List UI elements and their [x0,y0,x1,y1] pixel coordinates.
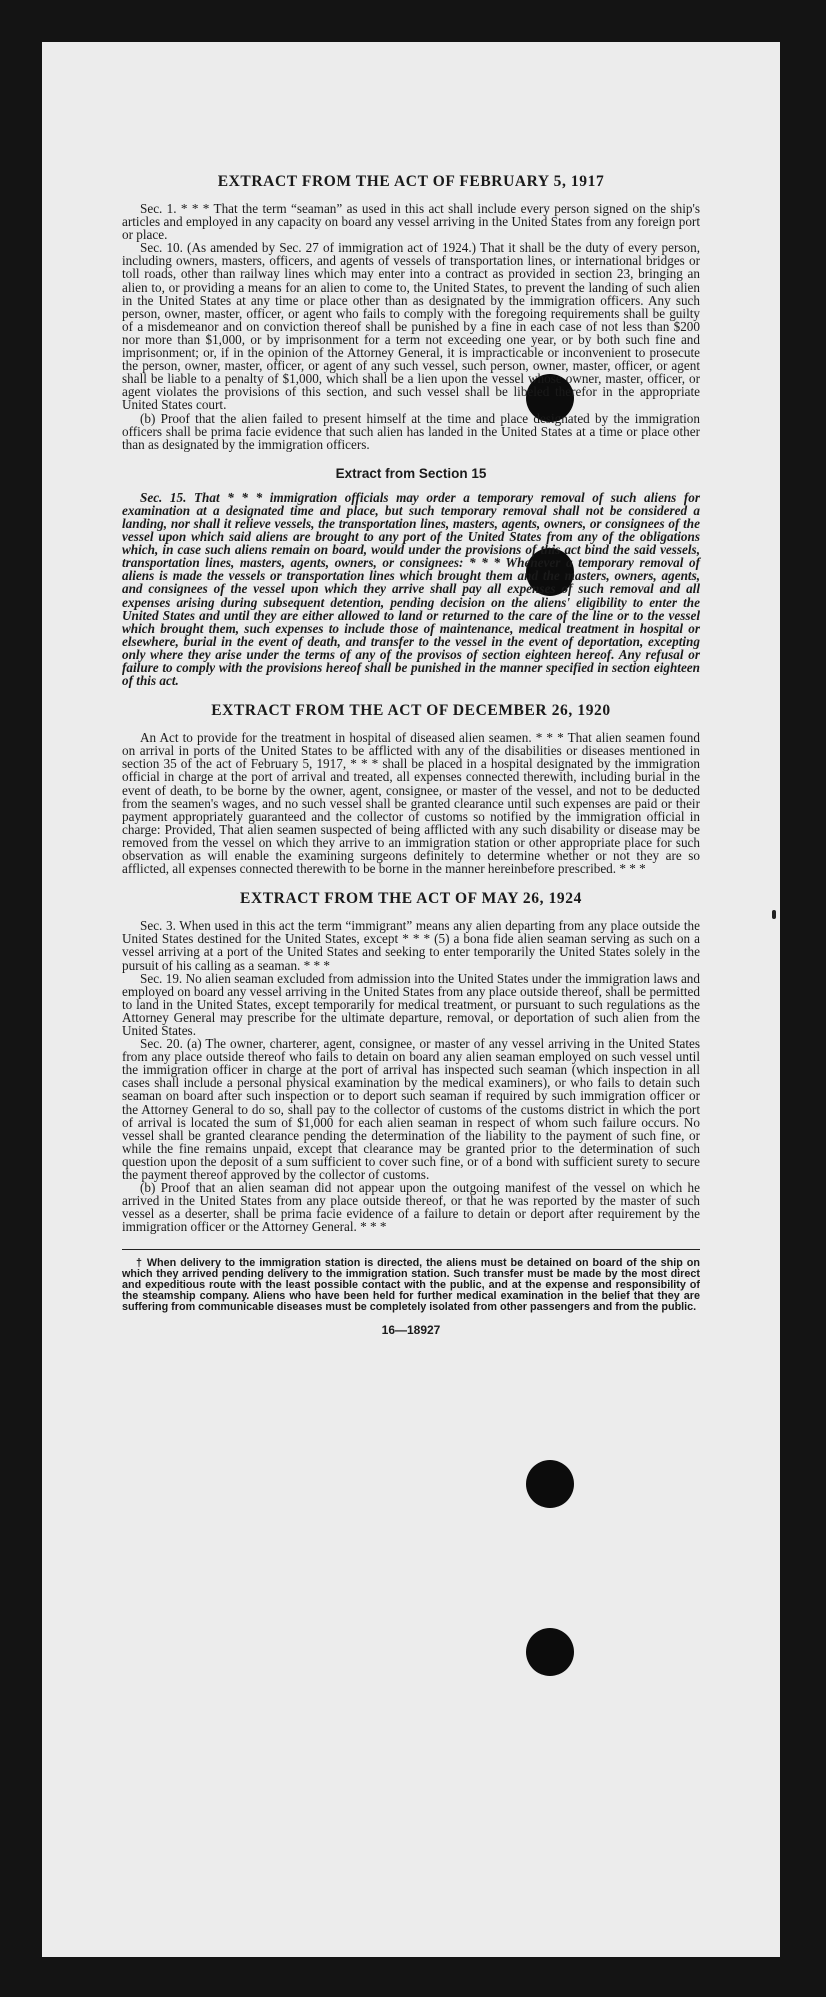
margin-mark [772,910,776,919]
section-act-1920 [122,701,700,875]
paragraph-sec-20: Sec. 20. (a) The owner, charterer, agent, consignee, or master of any vessel arriving in the United States from any place outside thereof who fails to detain on board any alien seaman employed on such vessel until the immigration officer in charge at the port of arrival has inspected such seaman (which inspection in all cases shall include a personal physical examination by the medical examiners), or who fails to detain such seaman on board after such inspection or to deport such seaman if required by such immigration officer or the Attorney General to do so, shall pay to the collector of customs of the customs district in which the port of arrival is located the sum of $1,000 for each alien seaman in respect of whom such failure occurs. No vessel shall be granted clearance pending the determination of the liability to the payment of such fine, or while the fine remains unpaid, except that clearance may be granted prior to the determination of such question upon the deposit of a sum sufficient to cover such fine, or of a bond with sufficient surety to secure the payment thereof approved by the collector of customs. [122,1036,700,1182]
document-body [122,172,700,1337]
section-act-1924 [122,889,700,1233]
page-number: 16—18927 [381,1323,441,1338]
heading-section-15: Extract from Section 15 [335,465,487,481]
document-page [42,42,780,1957]
paragraph-sec-15: Sec. 15. That * * * immigration officials may order a temporary removal of such aliens for examination at a designated time and place, but such temporary removal shall not be considered a landing, nor shall it relieve vessels, the transportation lines, masters, agents, owners, or consignees of the vessel upon which said aliens are brought to any port of the United States from any of the obligations which, in case such aliens remain on board, would under the provisions of this act bind the said vessels, transportation lines, masters, agents, owners, or consignees: * * * Whenever a temporary removal of aliens is made the vessels or transportation lines which brought them and the masters, owners, agents, and consignees of the vessel upon which they arrive shall pay all expenses of such removal and all expenses arising during subsequent detention, pending decision on the aliens' eligibility to enter the United States and until they are either allowed to land or returned to the care of the line or to the vessel which brought them, such expenses to include those of maintenance, medical treatment in hospital or elsewhere, burial in the event of death, and transfer to the vessel in the event of deportation, excepting only where they arise under the terms of any of the provisos of section eighteen hereof. Any refusal or failure to comply with the provisions hereof shall be punished in the manner specified in section eighteen of this act. [122,489,700,689]
punch-hole [526,1628,574,1676]
footnote: † When delivery to the immigration station is directed, the aliens must be detained on board of the ship on which they arrived pending delivery to the immigration station. Such transfer must be made by the most direct and expeditious route with the least possible contact with the public, and at the expense and responsibility of the steamship company. Aliens who have been held for further medical examination in the belief that they are suffering from communicable diseases must be completely isolated from other passengers and from the public. [122,1257,700,1314]
paragraph-proof-1924: (b) Proof that an alien seaman did not appear upon the outgoing manifest of the vessel on which he arrived in the United States from any place outside thereof, or that he was reported by the master of such vessel as a deserter, shall be prima facie evidence of a failure to detain or deport after requirement by the immigration officer or the Attorney General. * * * [122,1180,700,1235]
paragraph-sec-1: Sec. 1. * * * That the term “seaman” as used in this act shall include every person signed on the ship's articles and employed in any capacity on board any vessel arriving in the United States from any foreign port or place. [122,201,700,243]
heading-act-1917: EXTRACT FROM THE ACT OF FEBRUARY 5, 1917 [217,173,605,190]
section-act-1917 [122,172,700,451]
footnote-divider [122,1249,700,1250]
section-extract-15 [122,465,700,687]
paragraph-sec-19: Sec. 19. No alien seaman excluded from admission into the United States under the immigration laws and employed on board any vessel arriving in the United States from any place outside thereof, shall be permitted to land in the United States, except temporarily for medical treatment, or pursuant to such regulations as the Attorney General may prescribe for the ultimate departure, removal, or deportation of such alien from the United States. [122,970,700,1038]
heading-act-1924: EXTRACT FROM THE ACT OF MAY 26, 1924 [240,890,582,908]
heading-act-1920: EXTRACT FROM THE ACT OF DECEMBER 26, 1920 [211,702,611,720]
paragraph-sec-10: Sec. 10. (As amended by Sec. 27 of immigration act of 1924.) That it shall be the duty of every person, including owners, masters, officers, and agents of vessels of transportation lines, or international bridges or toll roads, other than railway lines which may enter into a contract as provided in section 23, bringing an alien to, or providing a means for an alien to come to, the United States, to prevent the landing of such alien in the United States at any time or place other than as designated by the immigration officers. Any such person, owner, master, officer, or agent who fails to comply with the foregoing requirements shall be guilty of a misdemeanor and on conviction thereof shall be punished by a fine in each case of not less than $200 nor more than $1,000, or by imprisonment for a term not exceeding one year, or by both such fine and imprisonment; or, if in the opinion of the Attorney General, it is impracticable or inconvenient to prosecute the person, owner, master, officer, or agent of any such vessel, such person, owner, master, officer, or agent shall be liable to a penalty of $1,000, which shall be a lien upon the vessel whose owner, master, officer, or agent violates the provisions of this section, and such vessel shall be libeled therefor in the appropriate United States court. [122,240,700,413]
paragraph-proof-1917: (b) Proof that the alien failed to present himself at the time and place designated by the immigration officers shall be prima facie evidence that such alien has landed in the United States at a time or place other than as designated by the immigration officers. [122,410,700,452]
paragraph-act-1920: An Act to provide for the treatment in hospital of diseased alien seamen. * * * That alien seamen found on arrival in ports of the United States to be afflicted with any of the disabilities or diseases mentioned in section 35 of the act of February 5, 1917, * * * shall be placed in a hospital designated by the immigration official in charge at the port of arrival and treated, all expenses connected therewith, including burial in the event of death, to be borne by the owner, agent, consignee, or master of the vessel, and not to be deducted from the seamen's wages, and no such vessel shall be granted clearance until such expenses are paid or their payment appropriately guaranteed and the collector of customs so notified by the immigration official in charge: Provided, That alien seamen suspected of being afflicted with any such disability or disease may be removed from the vessel on which they arrive to an immigration station or other appropriate place for such observation as will enable the examining surgeons definitely to determine whether or not they are so afflicted, all expenses connected therewith to be borne in the manner hereinbefore prescribed. * * * [122,730,700,877]
punch-hole [526,1460,574,1508]
paragraph-sec-3: Sec. 3. When used in this act the term “immigrant” means any alien departing from any place outside the United States destined for the United States, except * * * (5) a bona fide alien seaman serving as such on a vessel arriving at a port of the United States and seeking to enter temporarily the United States solely in the pursuit of his calling as a seaman. * * * [122,918,700,973]
